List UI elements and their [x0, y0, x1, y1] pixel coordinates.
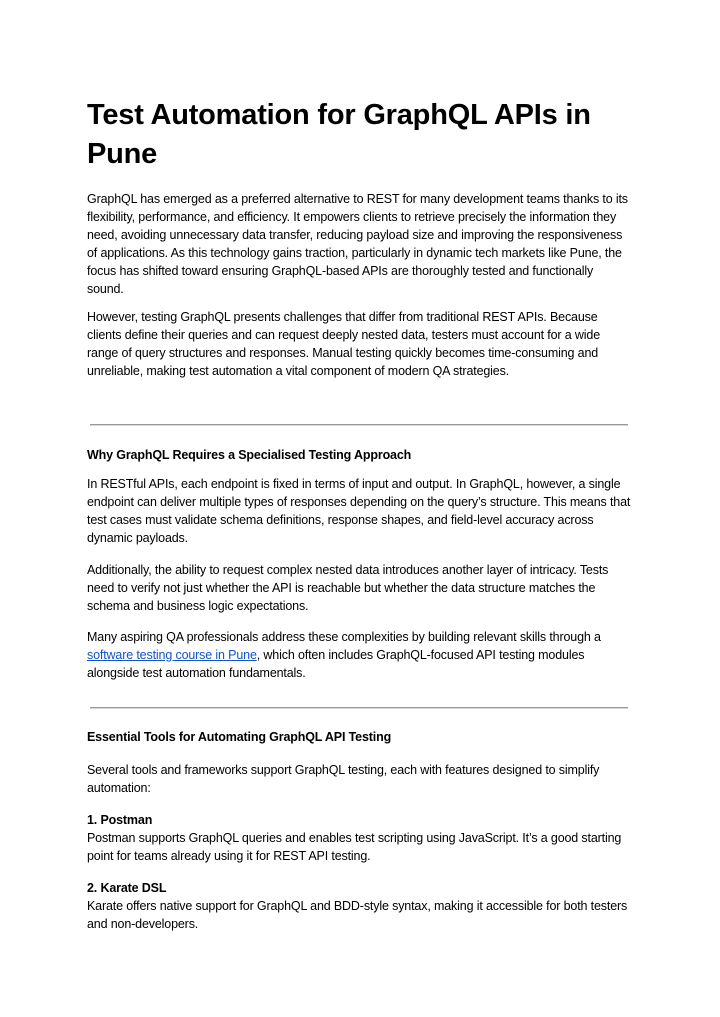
tool-item-title: 1. Postman: [87, 813, 153, 827]
tool-item-text: Postman supports GraphQL queries and enables test scripting using JavaScript. It’s a good starting point for teams already using it for REST API testing.: [87, 831, 622, 863]
section1-paragraph-1: In RESTful APIs, each endpoint is fixed in terms of input and output. In GraphQL, however, a single endpoint can deliver multiple types of responses depending on the query’s structure. This means that test cases must validate schema definitions, response shapes, and field-level accuracy across dynamic payloads.: [87, 477, 631, 545]
section-divider-2: [90, 707, 628, 709]
section1-paragraph-3: [87, 628, 632, 682]
section-heading-essential-tools: Essential Tools for Automating GraphQL API Testing: [87, 730, 392, 744]
tool-item-postman: [87, 811, 632, 865]
link-paragraph-after: , which often includes GraphQL-focused API testing modules alongside test automation fundamentals.: [87, 648, 585, 680]
document-title: Test Automation for GraphQL APIs in Pune: [87, 99, 591, 170]
tool-item-text: Karate offers native support for GraphQL and BDD-style syntax, making it accessible for both testers and non-developers.: [87, 899, 628, 931]
software-testing-course-link[interactable]: software testing course in Pune: [87, 648, 257, 662]
tool-item-karate: [87, 879, 632, 933]
intro-paragraph-1: GraphQL has emerged as a preferred alternative to REST for many development teams thanks to its flexibility, performance, and efficiency. It empowers clients to retrieve precisely the information they need, avoiding unnecessary data transfer, reducing payload size and improving the responsiveness of applications. As this technology gains traction, particularly in dynamic tech markets like Pune, the focus has shifted toward ensuring GraphQL-based APIs are thoroughly tested and functionally sound.: [87, 192, 628, 296]
link-paragraph-before: Many aspiring QA professionals address these complexities by building relevant skills through a: [87, 630, 601, 644]
section-divider-1: [90, 424, 628, 426]
section2-intro-paragraph: Several tools and frameworks support GraphQL testing, each with features designed to simplify automation:: [87, 763, 600, 795]
section1-paragraph-2: Additionally, the ability to request complex nested data introduces another layer of intricacy. Tests need to verify not just whether the API is reachable but whether the data structure matches the schema and business logic expectations.: [87, 563, 609, 613]
section-heading-why-graphql: Why GraphQL Requires a Specialised Testing Approach: [87, 448, 412, 462]
tool-item-title: 2. Karate DSL: [87, 881, 167, 895]
intro-paragraph-2: However, testing GraphQL presents challenges that differ from traditional REST APIs. Because clients define their queries and can request deeply nested data, testers must account for a wide range of query structures and responses. Manual testing quickly becomes time-consuming and unreliable, making test automation a vital component of modern QA strategies.: [87, 310, 600, 378]
